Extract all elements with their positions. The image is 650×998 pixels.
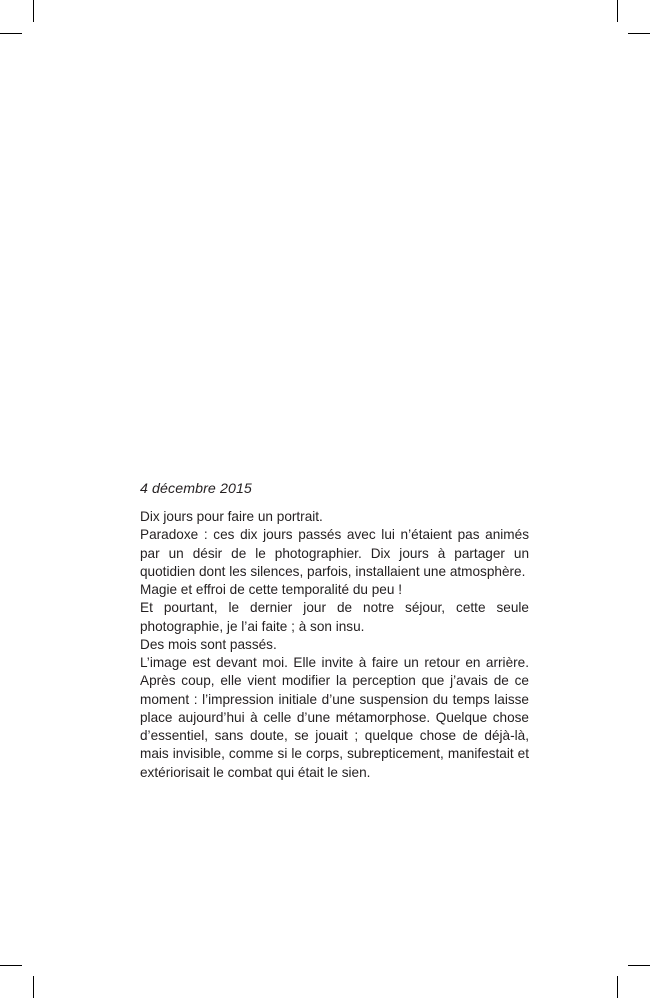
crop-mark-top-left-vertical — [33, 0, 34, 22]
crop-mark-top-right-vertical — [617, 0, 618, 22]
crop-mark-bottom-right-vertical — [617, 976, 618, 998]
paragraph-2: Paradoxe : ces dix jours passés avec lui n’étaient pas animés par un désir de le photographier. Dix jours à partager un quotidien dont les silences, parfois, installaient une atmosphère. — [140, 527, 529, 579]
entry-date: 4 décembre 2015 — [140, 481, 252, 497]
crop-mark-bottom-left-vertical — [33, 976, 34, 998]
paragraph-1: Dix jours pour faire un portrait. — [140, 509, 323, 524]
paragraph-3: Magie et effroi de cette temporalité du peu ! — [140, 582, 402, 597]
crop-mark-bottom-left-horizontal — [0, 965, 22, 966]
text-block — [140, 480, 529, 782]
paragraph-6: L’image est devant moi. Elle invite à faire un retour en arrière. Après coup, elle vient modifier la perception que j’avais de ce moment : l’impression initiale d’une suspension du temps laisse place aujourd’hui à celle d’une métamorphose. Quelque chose d’essentiel, sans doute, se jouait ; quelque chose de déjà-là, mais invisible, comme si le corps, subrepticement, manifestait et extériorisait le combat qui était le sien. — [140, 655, 529, 780]
crop-mark-top-right-horizontal — [628, 33, 650, 34]
crop-mark-bottom-right-horizontal — [628, 965, 650, 966]
paragraph-4: Et pourtant, le dernier jour de notre séjour, cette seule photographie, je l’ai faite ; à son insu. — [140, 600, 529, 634]
crop-mark-top-left-horizontal — [0, 33, 22, 34]
paragraph-5: Des mois sont passés. — [140, 636, 277, 652]
